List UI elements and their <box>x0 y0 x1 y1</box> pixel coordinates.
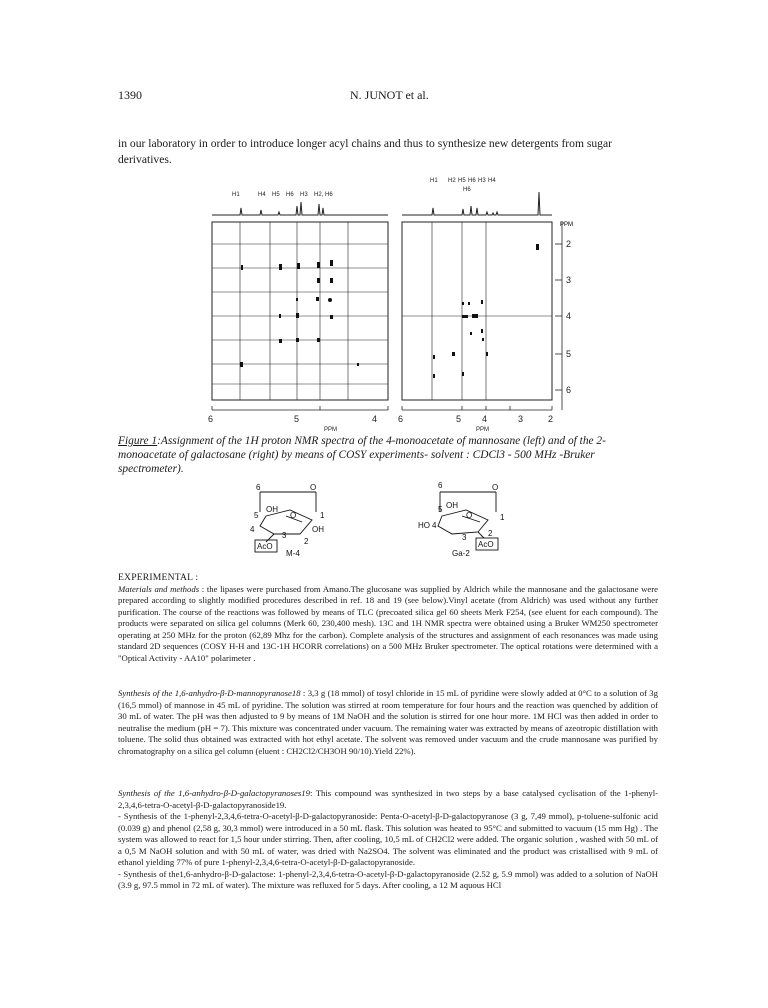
atom-number: 3 <box>282 531 287 540</box>
chemical-structures <box>230 476 530 566</box>
x-tick: 4 <box>372 414 378 424</box>
atom-label: O <box>466 511 473 520</box>
y-tick-labels <box>566 239 571 395</box>
page-number: 1390 <box>118 88 142 102</box>
structure-m4-labels <box>250 483 325 558</box>
atom-number: 5 <box>254 511 259 520</box>
right-peak-labels <box>430 178 496 193</box>
section-title: EXPERIMENTAL : <box>118 572 199 583</box>
atom-number: 2 <box>488 529 493 538</box>
intro-paragraph: in our laboratory in order to introduce longer acyl chains and thus to synthesize new detergents from sugar derivatives. <box>118 137 612 166</box>
right-cosy-grid <box>402 222 552 400</box>
x-tick: 6 <box>208 414 214 424</box>
peak-label: H6 <box>463 187 471 193</box>
peak-label: H5 <box>272 192 280 198</box>
atom-number: 1 <box>500 513 505 522</box>
synthesis-galactopyranose <box>118 788 658 892</box>
atom-number: 4 <box>250 525 255 534</box>
atom-label: O <box>492 483 499 492</box>
left-cross-peaks <box>240 260 359 367</box>
x-tick: 4 <box>482 414 488 424</box>
compound-label: Ga-2 <box>452 549 470 558</box>
structure-ga2-labels <box>418 481 505 558</box>
atom-label: AcO <box>478 540 494 549</box>
running-title: N. JUNOT et al. <box>350 88 429 102</box>
y-tick: 3 <box>566 275 572 285</box>
materials-label: Materials and methods <box>118 583 200 594</box>
atom-label: O <box>310 483 317 492</box>
atom-number: 4 <box>432 521 437 530</box>
atom-label: O <box>290 511 297 520</box>
x-tick: 6 <box>398 414 404 424</box>
synthesis1-text: : 3,3 g (18 mmol) of tosyl chloride in 15 mL of pyridine were slowly added at 0°C to a solution of 3g (16,5 mmol) of mannose in 45 mL of pyridine. The solution was stirred at room temperature for four hours and the reaction was quenched by addition of 30 mL of water. The pH was then adjusted to 9 by means of 1M NaOH and the solution is stirred for one hour more. 1M HCl was then added in order to neutralise the medium (pH = 7). This mixture was concentrated under vacuum. The remaining water was extracted by means of azeotropic distillation with toluene. The solid thus obtained was extracted with hot ethyl acetate. The solvent was removed under vacuum and the crude mannosane was purified by chromatography on a silica gel column (eluent : CH2Cl2/CH3OH 90/10).Yield 22%). <box>118 688 658 756</box>
y-tick: 4 <box>566 311 572 321</box>
peak-label: H1 <box>232 192 240 198</box>
peak-label: H6 <box>468 178 476 184</box>
left-cosy-grid <box>212 222 388 400</box>
x-tick: 5 <box>294 414 300 424</box>
atom-label: HO <box>418 521 430 530</box>
ppm-label-top: PPM <box>560 222 574 228</box>
y-tick: 6 <box>566 385 572 395</box>
experimental-section <box>118 572 658 664</box>
peak-label: H3 <box>300 192 308 198</box>
ppm-label-right: PPM <box>476 427 490 432</box>
y-axis <box>555 222 562 410</box>
synthesis2-title: Synthesis of the 1,6-anhydro-β-D-galactopyranoses19 <box>118 788 310 798</box>
peak-label: H1 <box>430 178 438 184</box>
peak-label: H6 <box>286 192 294 198</box>
y-tick: 5 <box>566 349 572 359</box>
left-peak-labels <box>232 192 333 198</box>
peak-label: H3 <box>478 178 486 184</box>
atom-label: OH <box>266 505 278 514</box>
x-tick: 3 <box>518 414 524 424</box>
peak-label: H2, H6 <box>314 192 333 198</box>
atom-number: 6 <box>438 481 443 490</box>
synthesis2-text1: : This compound was synthesized in two steps by a base catalysed cyclisation of the 1-phenyl-2,3,4,6-tetra-O-acetyl-β-D-galactopyranoside19. <box>118 788 658 810</box>
x-tick: 5 <box>456 414 462 424</box>
x-tick-labels <box>208 414 553 432</box>
left-1d-spectrum <box>212 202 388 215</box>
figure-caption-text: :Assignment of the 1H proton NMR spectra of the 4-monoacetate of mannosane (left) and of the 2-monoacetate of galactosane (right) by means of COSY experiments- solvent : CDCl3 - 500 MHz -Bruker spectrometer). <box>118 435 606 475</box>
synthesis1-title: Synthesis of the 1,6-anhydro-β-D-mannopyranose18 <box>118 688 301 698</box>
y-tick: 2 <box>566 239 572 249</box>
synthesis2-text2: - Synthesis of the 1-phenyl-2,3,4,6-tetra-O-acetyl-β-D-galactopyranoside: Penta-O-acetyl-β-D-galactopyranose (3 g, 7,49 mmol), p-toluene-sulfonic acid (0.039 g) and phenol (2,58 g, 30,3 mmol) were introduced in a 50 mL flask. This solution was heated to 95°C and submitted to vacuum (15 mm Hg) . The system was allowed to react for 1,5 hour under stirring. Then, after cooling, 10,5 mL of CH2Cl2 were added. The organic solution , washed with 50 mL of a 0,5 M NaOH solution and with 50 mL of water, was dried with Na2SO4. The solvent was eliminated and the product was cristallised with 9 mL of ethanol yielding 77% of pure 1-phenyl-2,3,4,6-tetra-O-acetyl-β-D-galactopyranoside. <box>118 811 658 867</box>
x-axes <box>212 406 552 410</box>
peak-label: H5 <box>458 178 466 184</box>
atom-number: 6 <box>256 483 261 492</box>
atom-number: 5 <box>438 505 443 514</box>
atom-number: 2 <box>304 537 309 546</box>
page-header <box>118 88 658 104</box>
peak-label: H2 <box>448 178 456 184</box>
synthesis2-text3: - Synthesis of the1,6-anhydro-β-D-galactose: 1-phenyl-2,3,4,6-tetra-O-acetyl-β-D-galactopyranoside (2.52 g, 5.9 mmol) was added to a solution of NaOH (3.9 g, 97.5 mmol in 72 mL of water). The mixture was refluxed for 5 days. After cooling, a 12 M aquous HCl <box>118 868 658 890</box>
right-1d-spectrum <box>402 192 552 215</box>
atom-label: OH <box>312 525 324 534</box>
synthesis-mannopyranose <box>118 688 658 757</box>
atom-label: AcO <box>257 542 273 551</box>
atom-label: OH <box>446 501 458 510</box>
materials-text: : the lipases were purchased from Amano.The glucosane was supplied by Aldrich while the mannosane and the galactosane were prepared according to slightly modified procedures described in ref. 18 and 19 (see below).Vinyl acetate (from Aldrich) was used without any further purification. The course of the reactions was followed by means of TLC (precoated silica gel 60 sheets Merk F254, (see eluent for each compound). The products were separated on silica gel columns (Merk 60, 230,400 mesh). 13C and 1H NMR spectra were obtained using a Bruker WM250 spectrometer operating at 250 MHz for the proton (62,89 Mhz for the carbon). Complete analysis of the structures and assignment of each resonances was made using standard 2D sequences (COSY H-H and 13C-1H HCORR correlations) on a 500 MHz Bruker spectrometer. The optical rotations were determined with a "Optical Activity - AA10" polarimeter . <box>118 583 658 663</box>
figure-caption <box>118 434 658 476</box>
figure-label: Figure 1 <box>118 435 158 447</box>
ppm-label-left: PPM <box>324 427 338 432</box>
atom-number: 1 <box>320 511 325 520</box>
peak-label: H4 <box>258 192 266 198</box>
x-tick: 2 <box>548 414 554 424</box>
compound-label: M-4 <box>286 549 300 558</box>
peak-label: H4 <box>488 178 496 184</box>
atom-number: 3 <box>462 533 467 542</box>
cosy-figure <box>200 172 640 432</box>
